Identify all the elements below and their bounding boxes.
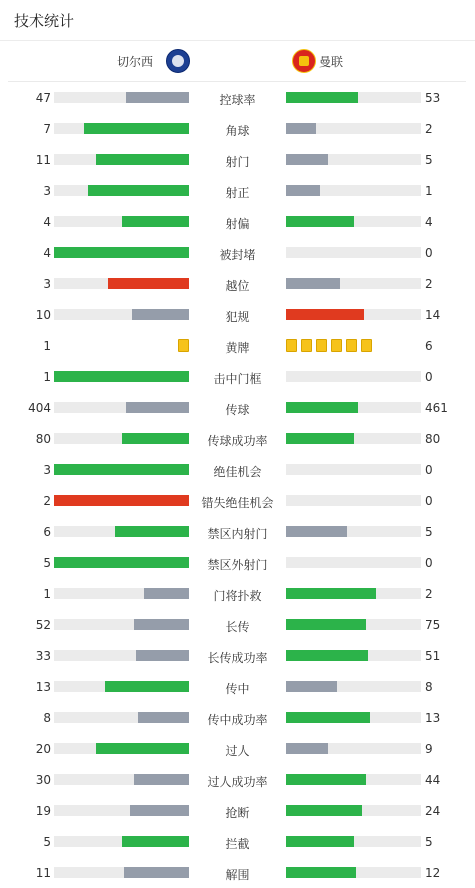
home-stat-value: 5 xyxy=(43,835,51,849)
stat-row xyxy=(0,175,475,206)
stat-label: 被封堵 xyxy=(219,248,256,262)
away-stat-value: 51 xyxy=(425,649,441,663)
away-stat-value: 2 xyxy=(425,587,433,601)
home-bar-track xyxy=(54,247,189,258)
home-bar-track xyxy=(54,464,189,475)
yellow-card-icon xyxy=(301,339,312,352)
away-bar-track xyxy=(286,371,421,382)
away-stat-value: 53 xyxy=(425,91,441,105)
stat-row xyxy=(0,361,475,392)
home-stat-value: 30 xyxy=(35,773,51,787)
stat-label: 解围 xyxy=(225,868,250,882)
stat-row xyxy=(0,764,475,795)
away-bar-track xyxy=(286,557,421,568)
home-bar-track xyxy=(54,185,189,196)
yellow-card-icon xyxy=(178,339,189,352)
home-stat-value: 7 xyxy=(43,122,51,136)
away-bar-track xyxy=(286,123,421,134)
away-bar-track xyxy=(286,712,421,723)
home-bar-track xyxy=(54,743,189,754)
home-bar-fill xyxy=(144,588,189,599)
away-bar-track xyxy=(286,433,421,444)
stat-label: 角球 xyxy=(225,124,250,138)
stat-row xyxy=(0,733,475,764)
stat-row xyxy=(0,609,475,640)
away-stat-value: 44 xyxy=(425,773,441,787)
stat-label: 传球 xyxy=(225,403,250,417)
stat-label: 射正 xyxy=(225,186,250,200)
home-stat-value: 1 xyxy=(43,370,51,384)
yellow-card-icon xyxy=(286,339,297,352)
home-bar-fill xyxy=(136,650,189,661)
home-bar-track xyxy=(54,650,189,661)
away-stat-value: 13 xyxy=(425,711,441,725)
stat-row xyxy=(0,826,475,857)
home-bar-fill xyxy=(134,619,189,630)
stat-label: 传中 xyxy=(225,682,250,696)
away-bar-track xyxy=(286,867,421,878)
away-bar-track xyxy=(286,464,421,475)
home-bar-track xyxy=(54,92,189,103)
stat-row xyxy=(0,423,475,454)
stat-label: 门将扑救 xyxy=(213,589,262,603)
home-bar-fill xyxy=(138,712,189,723)
away-bar-fill xyxy=(286,588,376,599)
away-bar-fill xyxy=(286,402,358,413)
away-bar-track xyxy=(286,526,421,537)
away-bar-track xyxy=(286,216,421,227)
away-stat-value: 14 xyxy=(425,308,441,322)
stat-label: 传中成功率 xyxy=(207,713,268,727)
home-bar-fill xyxy=(105,681,189,692)
stat-label: 绝佳机会 xyxy=(213,465,262,479)
home-bar-fill xyxy=(96,743,189,754)
stat-row xyxy=(0,578,475,609)
home-bar-fill xyxy=(130,805,189,816)
stat-row xyxy=(0,485,475,516)
stat-label: 长传 xyxy=(225,620,250,634)
stat-label: 过人 xyxy=(225,744,250,758)
away-stat-value: 80 xyxy=(425,432,441,446)
manchester-united-logo-icon xyxy=(292,49,316,73)
away-bar-fill xyxy=(286,216,354,227)
away-bar-fill xyxy=(286,805,362,816)
away-stat-value: 0 xyxy=(425,370,433,384)
away-bar-track xyxy=(286,588,421,599)
away-bar-track xyxy=(286,774,421,785)
stat-row xyxy=(0,330,475,361)
home-stat-value: 404 xyxy=(28,401,51,415)
page-header xyxy=(0,0,475,41)
home-team-name: 切尔西 xyxy=(116,55,153,69)
stat-row xyxy=(0,547,475,578)
home-bar-fill xyxy=(108,278,189,289)
home-bar-track xyxy=(54,433,189,444)
home-bar-track xyxy=(54,402,189,413)
away-bar-track xyxy=(286,805,421,816)
home-bar-track xyxy=(54,557,189,568)
chelsea-logo-icon xyxy=(166,49,190,73)
home-bar-fill xyxy=(54,495,189,506)
away-bar-fill xyxy=(286,526,347,537)
away-bar-fill xyxy=(286,185,320,196)
yellow-card-icon xyxy=(346,339,357,352)
away-bar-track xyxy=(286,402,421,413)
home-bar-track xyxy=(54,712,189,723)
home-bar-track xyxy=(54,154,189,165)
home-bar-fill xyxy=(134,774,189,785)
stat-label: 错失绝佳机会 xyxy=(201,496,274,510)
home-bar-track xyxy=(54,123,189,134)
away-stat-value: 0 xyxy=(425,494,433,508)
stat-row xyxy=(0,82,475,113)
home-stat-value: 6 xyxy=(43,525,51,539)
away-stat-value: 8 xyxy=(425,680,433,694)
home-stat-value: 5 xyxy=(43,556,51,570)
stat-row xyxy=(0,144,475,175)
home-bar-track xyxy=(54,371,189,382)
home-bar-track xyxy=(54,495,189,506)
home-bar-fill xyxy=(96,154,189,165)
away-yellow-cards xyxy=(286,339,372,352)
away-stat-value: 0 xyxy=(425,556,433,570)
away-bar-track xyxy=(286,278,421,289)
away-stat-value: 2 xyxy=(425,277,433,291)
stat-label: 射偏 xyxy=(225,217,250,231)
away-stat-value: 0 xyxy=(425,463,433,477)
home-bar-fill xyxy=(115,526,189,537)
page-title: 技术统计 xyxy=(14,12,75,30)
home-stat-value: 52 xyxy=(35,618,51,632)
stat-row xyxy=(0,516,475,547)
home-stat-value: 10 xyxy=(35,308,51,322)
home-stat-value: 4 xyxy=(43,215,51,229)
home-bar-fill xyxy=(124,867,189,878)
stat-label: 犯规 xyxy=(225,310,250,324)
away-bar-fill xyxy=(286,712,370,723)
home-stat-value: 80 xyxy=(35,432,51,446)
stat-label: 控球率 xyxy=(219,93,256,107)
stat-row xyxy=(0,392,475,423)
stat-row xyxy=(0,299,475,330)
stat-label: 越位 xyxy=(225,279,250,293)
stat-label: 禁区外射门 xyxy=(207,558,268,572)
stat-row xyxy=(0,454,475,485)
away-bar-fill xyxy=(286,867,356,878)
away-stat-value: 12 xyxy=(425,866,441,880)
home-bar-fill xyxy=(126,92,189,103)
stat-label: 传球成功率 xyxy=(207,434,268,448)
home-stat-value: 3 xyxy=(43,277,51,291)
home-bar-fill xyxy=(54,247,189,258)
home-stat-value: 4 xyxy=(43,246,51,260)
home-stat-value: 11 xyxy=(35,866,51,880)
yellow-card-icon xyxy=(361,339,372,352)
home-bar-track xyxy=(54,836,189,847)
home-bar-fill xyxy=(122,216,190,227)
stat-row xyxy=(0,702,475,733)
away-stat-value: 4 xyxy=(425,215,433,229)
away-bar-fill xyxy=(286,309,364,320)
away-bar-track xyxy=(286,154,421,165)
away-stat-value: 6 xyxy=(425,339,433,353)
stat-row xyxy=(0,206,475,237)
away-bar-fill xyxy=(286,836,354,847)
home-bar-track xyxy=(54,309,189,320)
away-stat-value: 461 xyxy=(425,401,448,415)
stat-label: 长传成功率 xyxy=(207,651,268,665)
home-bar-fill xyxy=(122,433,190,444)
home-stat-value: 8 xyxy=(43,711,51,725)
home-stat-value: 20 xyxy=(35,742,51,756)
away-team-name: 曼联 xyxy=(319,55,344,69)
away-bar-fill xyxy=(286,774,366,785)
home-bar-track xyxy=(54,867,189,878)
stat-row xyxy=(0,795,475,826)
stat-label: 拦截 xyxy=(225,837,250,851)
home-stat-value: 47 xyxy=(35,91,51,105)
away-stat-value: 2 xyxy=(425,122,433,136)
away-bar-track xyxy=(286,836,421,847)
home-yellow-cards xyxy=(178,339,189,352)
stat-label: 黄牌 xyxy=(225,341,250,355)
away-bar-track xyxy=(286,650,421,661)
home-bar-fill xyxy=(54,371,189,382)
away-bar-fill xyxy=(286,650,368,661)
away-bar-track xyxy=(286,309,421,320)
away-bar-fill xyxy=(286,92,358,103)
home-stat-value: 1 xyxy=(43,587,51,601)
away-stat-value: 75 xyxy=(425,618,441,632)
stat-label: 击中门框 xyxy=(213,372,262,386)
away-bar-fill xyxy=(286,681,337,692)
home-stat-value: 13 xyxy=(35,680,51,694)
away-bar-fill xyxy=(286,123,316,134)
away-bar-fill xyxy=(286,278,340,289)
home-stat-value: 2 xyxy=(43,494,51,508)
stat-label: 禁区内射门 xyxy=(207,527,268,541)
away-stat-value: 1 xyxy=(425,184,433,198)
away-stat-value: 0 xyxy=(425,246,433,260)
home-stat-value: 19 xyxy=(35,804,51,818)
home-bar-track xyxy=(54,588,189,599)
home-stat-value: 3 xyxy=(43,184,51,198)
stat-row xyxy=(0,671,475,702)
home-bar-fill xyxy=(88,185,189,196)
away-bar-fill xyxy=(286,433,354,444)
stat-row xyxy=(0,857,475,888)
yellow-card-icon xyxy=(331,339,342,352)
away-stat-value: 24 xyxy=(425,804,441,818)
away-bar-track xyxy=(286,619,421,630)
home-bar-track xyxy=(54,681,189,692)
away-bar-track xyxy=(286,92,421,103)
stat-label: 过人成功率 xyxy=(207,775,268,789)
home-bar-track xyxy=(54,526,189,537)
home-bar-fill xyxy=(84,123,189,134)
home-bar-fill xyxy=(122,836,190,847)
home-stat-value: 33 xyxy=(35,649,51,663)
away-stat-value: 5 xyxy=(425,153,433,167)
away-bar-track xyxy=(286,185,421,196)
home-bar-track xyxy=(54,805,189,816)
stat-row xyxy=(0,640,475,671)
away-stat-value: 5 xyxy=(425,525,433,539)
stat-row xyxy=(0,268,475,299)
away-bar-track xyxy=(286,247,421,258)
away-bar-fill xyxy=(286,154,328,165)
stats-list xyxy=(0,82,475,888)
away-stat-value: 5 xyxy=(425,835,433,849)
away-stat-value: 9 xyxy=(425,742,433,756)
home-bar-fill xyxy=(132,309,189,320)
stat-row xyxy=(0,113,475,144)
home-bar-track xyxy=(54,774,189,785)
home-stat-value: 3 xyxy=(43,463,51,477)
away-bar-track xyxy=(286,743,421,754)
teams-header xyxy=(8,41,466,82)
home-bar-track xyxy=(54,278,189,289)
home-bar-track xyxy=(54,619,189,630)
stat-row xyxy=(0,237,475,268)
home-bar-fill xyxy=(54,464,189,475)
home-stat-value: 1 xyxy=(43,339,51,353)
away-bar-track xyxy=(286,495,421,506)
home-stat-value: 11 xyxy=(35,153,51,167)
stat-label: 射门 xyxy=(225,155,250,169)
away-bar-fill xyxy=(286,619,366,630)
away-bar-track xyxy=(286,681,421,692)
home-bar-track xyxy=(54,216,189,227)
home-bar-fill xyxy=(54,557,189,568)
stat-label: 抢断 xyxy=(225,806,250,820)
home-bar-fill xyxy=(126,402,189,413)
yellow-card-icon xyxy=(316,339,327,352)
away-bar-fill xyxy=(286,743,328,754)
